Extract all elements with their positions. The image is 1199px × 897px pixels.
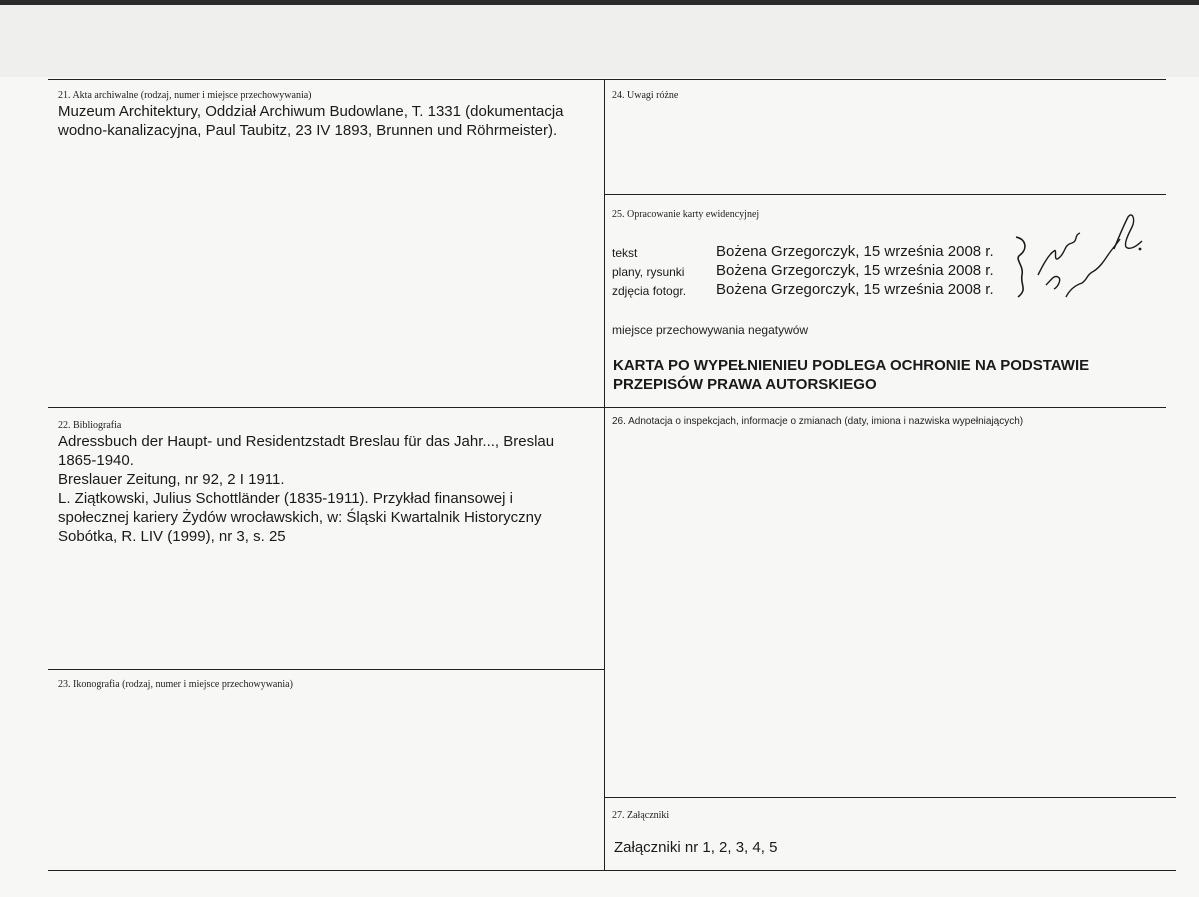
bibliography-line: 1865-1940. <box>58 452 134 469</box>
rule-21-22 <box>48 407 1166 408</box>
section-23-caption: 23. Ikonografia (rodzaj, numer i miejsce przechowywania) <box>58 679 293 690</box>
handwritten-signature <box>1008 205 1148 315</box>
rule-24-25 <box>604 194 1166 195</box>
section-22-text <box>58 432 598 546</box>
bottom-rule <box>48 870 1176 871</box>
bibliography-line: Adressbuch der Haupt- und Residentzstadt Breslau für das Jahr..., Breslau <box>58 433 555 450</box>
row-value-zdjecia: Bożena Grzegorczyk, 15 września 2008 r. <box>716 281 994 298</box>
bibliography-line: społecznej kariery Żydów wrocławskich, w: Śląski Kwartalnik Historyczny <box>58 509 542 526</box>
rule-26-27 <box>604 797 1176 798</box>
negatives-label: miejsce przechowywania negatywów <box>612 323 809 337</box>
attachments-value: Załączniki nr 1, 2, 3, 4, 5 <box>614 839 778 856</box>
bibliography-line: Sobótka, R. LIV (1999), nr 3, s. 25 <box>58 528 286 545</box>
row-value-tekst: Bożena Grzegorczyk, 15 września 2008 r. <box>716 243 994 260</box>
scan-top-band <box>0 5 1199 77</box>
center-divider <box>604 79 605 871</box>
section-24-caption: 24. Uwagi różne <box>612 90 679 101</box>
row-label-zdjecia: zdjęcia fotogr. <box>612 284 687 298</box>
bibliography-line: L. Ziątkowski, Julius Schottländer (1835-1911). Przykład finansowej i <box>58 490 513 507</box>
copyright-notice <box>613 356 1133 394</box>
section-21-line: Muzeum Architektury, Oddział Archiwum Budowlane, T. 1331 (dokumentacja <box>58 103 564 120</box>
row-label-plany: plany, rysunki <box>612 265 685 279</box>
section-27-caption: 27. Załączniki <box>612 810 670 821</box>
section-21-caption: 21. Akta archiwalne (rodzaj, numer i miejsce przechowywania) <box>58 90 312 101</box>
bibliography-line: Breslauer Zeitung, nr 92, 2 I 1911. <box>58 471 285 488</box>
top-rule <box>48 79 1166 80</box>
section-21-text <box>58 102 598 140</box>
row-label-tekst: tekst <box>612 246 638 260</box>
copyright-notice-line: KARTA PO WYPEŁNIENIEU PODLEGA OCHRONIE NA PODSTAWIE <box>613 357 1090 374</box>
section-26-caption: 26. Adnotacja o inspekcjach, informacje o zmianach (daty, imiona i nazwiska wypełniających) <box>612 416 1024 427</box>
section-22-caption: 22. Bibliografia <box>58 420 122 431</box>
row-value-plany: Bożena Grzegorczyk, 15 września 2008 r. <box>716 262 994 279</box>
rule-22-23 <box>48 669 604 670</box>
copyright-notice-line: PRZEPISÓW PRAWA AUTORSKIEGO <box>613 376 877 393</box>
section-21-line: wodno-kanalizacyjna, Paul Taubitz, 23 IV 1893, Brunnen und Röhrmeister). <box>58 122 558 139</box>
section-25-caption: 25. Opracowanie karty ewidencyjnej <box>612 209 760 220</box>
